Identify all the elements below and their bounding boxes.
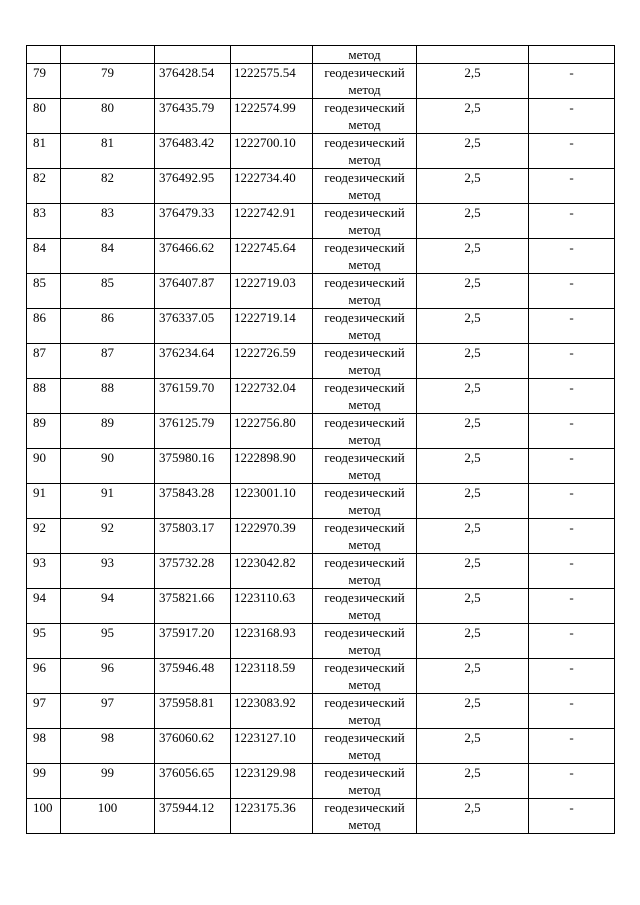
cell-point-name: 84 (61, 239, 155, 274)
continuation-row (27, 46, 615, 64)
cell-accuracy: 2,5 (417, 519, 529, 554)
method-line-2: метод (348, 117, 381, 132)
cell-method (313, 729, 417, 764)
method-line-1: геодезический (324, 520, 405, 535)
method-line-1: геодезический (324, 100, 405, 115)
cell-coord-x: 376125.79 (155, 414, 231, 449)
cell-empty (27, 46, 61, 64)
method-line-2: метод (348, 257, 381, 272)
cell-accuracy: 2,5 (417, 204, 529, 239)
cell-method (313, 169, 417, 204)
table-row (27, 484, 615, 519)
cell-row-number: 81 (27, 134, 61, 169)
cell-method (313, 414, 417, 449)
cell-point-name: 92 (61, 519, 155, 554)
cell-coord-x: 376056.65 (155, 764, 231, 799)
cell-method (313, 449, 417, 484)
cell-row-number: 79 (27, 64, 61, 99)
cell-accuracy: 2,5 (417, 799, 529, 834)
cell-description: - (529, 379, 615, 414)
table-row (27, 624, 615, 659)
method-line-1: геодезический (324, 660, 405, 675)
cell-description: - (529, 64, 615, 99)
method-line-1: геодезический (324, 625, 405, 640)
cell-point-name: 95 (61, 624, 155, 659)
cell-method (313, 64, 417, 99)
cell-description: - (529, 694, 615, 729)
cell-description: - (529, 449, 615, 484)
cell-method (313, 309, 417, 344)
cell-accuracy: 2,5 (417, 624, 529, 659)
cell-coord-y: 1222756.80 (231, 414, 313, 449)
method-line-2: метод (348, 607, 381, 622)
cell-row-number: 93 (27, 554, 61, 589)
cell-method (313, 379, 417, 414)
table-row (27, 134, 615, 169)
cell-coord-x: 375803.17 (155, 519, 231, 554)
cell-coord-y: 1223118.59 (231, 659, 313, 694)
table-row (27, 414, 615, 449)
cell-coord-x: 376466.62 (155, 239, 231, 274)
cell-accuracy: 2,5 (417, 239, 529, 274)
cell-point-name: 98 (61, 729, 155, 764)
cell-row-number: 88 (27, 379, 61, 414)
cell-point-name: 82 (61, 169, 155, 204)
cell-accuracy: 2,5 (417, 414, 529, 449)
table-row (27, 589, 615, 624)
cell-coord-y: 1222970.39 (231, 519, 313, 554)
cell-description: - (529, 659, 615, 694)
cell-coord-y: 1222700.10 (231, 134, 313, 169)
table-row (27, 169, 615, 204)
cell-coord-x: 376428.54 (155, 64, 231, 99)
cell-row-number: 94 (27, 589, 61, 624)
cell-coord-x: 376234.64 (155, 344, 231, 379)
cell-method (313, 344, 417, 379)
method-line-2: метод (348, 642, 381, 657)
method-line-1: геодезический (324, 765, 405, 780)
method-line-1: геодезический (324, 485, 405, 500)
cell-empty (417, 46, 529, 64)
cell-method (313, 134, 417, 169)
cell-accuracy: 2,5 (417, 274, 529, 309)
table-row (27, 519, 615, 554)
cell-coord-x: 375843.28 (155, 484, 231, 519)
cell-row-number: 100 (27, 799, 61, 834)
cell-point-name: 90 (61, 449, 155, 484)
cell-method (313, 274, 417, 309)
method-line-1: геодезический (324, 695, 405, 710)
table-row (27, 379, 615, 414)
method-line-2: метод (348, 222, 381, 237)
table-row (27, 239, 615, 274)
method-line-1: геодезический (324, 135, 405, 150)
method-line-1: геодезический (324, 205, 405, 220)
method-line-2: метод (348, 747, 381, 762)
method-line-2: метод (348, 677, 381, 692)
cell-accuracy: 2,5 (417, 764, 529, 799)
method-line-1: геодезический (324, 240, 405, 255)
method-line-1: геодезический (324, 590, 405, 605)
cell-row-number: 92 (27, 519, 61, 554)
method-line-2: метод (348, 782, 381, 797)
cell-accuracy: 2,5 (417, 729, 529, 764)
cell-method-continuation: метод (313, 46, 417, 64)
cell-point-name: 91 (61, 484, 155, 519)
cell-point-name: 86 (61, 309, 155, 344)
cell-description: - (529, 274, 615, 309)
table-row (27, 799, 615, 834)
cell-coord-y: 1223168.93 (231, 624, 313, 659)
table-row (27, 554, 615, 589)
cell-coord-y: 1223042.82 (231, 554, 313, 589)
cell-description: - (529, 729, 615, 764)
cell-row-number: 80 (27, 99, 61, 134)
cell-description: - (529, 554, 615, 589)
method-line-2: метод (348, 502, 381, 517)
cell-description: - (529, 414, 615, 449)
cell-coord-y: 1222898.90 (231, 449, 313, 484)
cell-row-number: 86 (27, 309, 61, 344)
method-line-1: геодезический (324, 800, 405, 815)
cell-accuracy: 2,5 (417, 554, 529, 589)
cell-method (313, 589, 417, 624)
method-line-2: метод (348, 187, 381, 202)
method-line-1: геодезический (324, 345, 405, 360)
method-line-2: метод (348, 362, 381, 377)
cell-coord-y: 1222719.14 (231, 309, 313, 344)
cell-method (313, 519, 417, 554)
cell-coord-x: 376060.62 (155, 729, 231, 764)
method-line-2: метод (348, 397, 381, 412)
cell-description: - (529, 799, 615, 834)
cell-accuracy: 2,5 (417, 309, 529, 344)
cell-coord-x: 376479.33 (155, 204, 231, 239)
cell-point-name: 96 (61, 659, 155, 694)
cell-empty (231, 46, 313, 64)
cell-method (313, 484, 417, 519)
cell-method (313, 764, 417, 799)
cell-empty (61, 46, 155, 64)
cell-point-name: 94 (61, 589, 155, 624)
table-row (27, 64, 615, 99)
method-line-1: геодезический (324, 450, 405, 465)
cell-point-name: 89 (61, 414, 155, 449)
cell-method (313, 624, 417, 659)
table-row (27, 309, 615, 344)
method-line-1: геодезический (324, 415, 405, 430)
cell-point-name: 97 (61, 694, 155, 729)
method-line-2: метод (348, 572, 381, 587)
cell-method (313, 239, 417, 274)
cell-row-number: 91 (27, 484, 61, 519)
cell-coord-x: 375944.12 (155, 799, 231, 834)
cell-coord-y: 1222734.40 (231, 169, 313, 204)
cell-description: - (529, 484, 615, 519)
cell-point-name: 79 (61, 64, 155, 99)
cell-row-number: 82 (27, 169, 61, 204)
table-row (27, 764, 615, 799)
method-line-2: метод (348, 82, 381, 97)
cell-row-number: 87 (27, 344, 61, 379)
method-line-1: геодезический (324, 555, 405, 570)
table-row (27, 449, 615, 484)
cell-coord-y: 1222726.59 (231, 344, 313, 379)
method-line-2: метод (348, 292, 381, 307)
table-row (27, 729, 615, 764)
cell-method (313, 659, 417, 694)
cell-accuracy: 2,5 (417, 484, 529, 519)
cell-coord-x: 375821.66 (155, 589, 231, 624)
method-line-1: геодезический (324, 310, 405, 325)
cell-coord-x: 376159.70 (155, 379, 231, 414)
cell-method (313, 799, 417, 834)
cell-point-name: 83 (61, 204, 155, 239)
cell-description: - (529, 589, 615, 624)
cell-empty (529, 46, 615, 64)
method-line-2: метод (348, 712, 381, 727)
method-line-1: геодезический (324, 380, 405, 395)
cell-point-name: 100 (61, 799, 155, 834)
cell-accuracy: 2,5 (417, 134, 529, 169)
cell-empty (155, 46, 231, 64)
cell-coord-x: 375917.20 (155, 624, 231, 659)
cell-row-number: 97 (27, 694, 61, 729)
cell-coord-x: 376435.79 (155, 99, 231, 134)
cell-description: - (529, 519, 615, 554)
cell-accuracy: 2,5 (417, 659, 529, 694)
table-row (27, 274, 615, 309)
cell-coord-x: 375958.81 (155, 694, 231, 729)
cell-accuracy: 2,5 (417, 99, 529, 134)
cell-method (313, 694, 417, 729)
cell-description: - (529, 204, 615, 239)
cell-point-name: 87 (61, 344, 155, 379)
cell-accuracy: 2,5 (417, 344, 529, 379)
cell-point-name: 85 (61, 274, 155, 309)
cell-coord-y: 1223129.98 (231, 764, 313, 799)
method-line-1: геодезический (324, 275, 405, 290)
method-line-2: метод (348, 537, 381, 552)
cell-method (313, 204, 417, 239)
cell-row-number: 98 (27, 729, 61, 764)
cell-coord-y: 1223001.10 (231, 484, 313, 519)
table-row (27, 694, 615, 729)
cell-accuracy: 2,5 (417, 449, 529, 484)
cell-coord-x: 376483.42 (155, 134, 231, 169)
coordinates-table (26, 45, 615, 834)
cell-method (313, 99, 417, 134)
cell-accuracy: 2,5 (417, 379, 529, 414)
cell-coord-x: 375946.48 (155, 659, 231, 694)
cell-row-number: 90 (27, 449, 61, 484)
cell-row-number: 83 (27, 204, 61, 239)
table-row (27, 659, 615, 694)
cell-point-name: 81 (61, 134, 155, 169)
cell-coord-y: 1223110.63 (231, 589, 313, 624)
method-line-1: геодезический (324, 170, 405, 185)
cell-row-number: 99 (27, 764, 61, 799)
cell-point-name: 88 (61, 379, 155, 414)
method-line-2: метод (348, 817, 381, 832)
cell-coord-x: 376492.95 (155, 169, 231, 204)
cell-method (313, 554, 417, 589)
cell-row-number: 96 (27, 659, 61, 694)
cell-accuracy: 2,5 (417, 694, 529, 729)
method-line-2: метод (348, 327, 381, 342)
cell-description: - (529, 624, 615, 659)
cell-coord-y: 1223175.36 (231, 799, 313, 834)
cell-accuracy: 2,5 (417, 589, 529, 624)
cell-coord-y: 1222575.54 (231, 64, 313, 99)
cell-description: - (529, 309, 615, 344)
cell-row-number: 85 (27, 274, 61, 309)
table-row (27, 99, 615, 134)
cell-row-number: 95 (27, 624, 61, 659)
cell-coord-x: 376337.05 (155, 309, 231, 344)
method-line-2: метод (348, 152, 381, 167)
method-line-1: геодезический (324, 65, 405, 80)
cell-accuracy: 2,5 (417, 169, 529, 204)
cell-description: - (529, 134, 615, 169)
cell-accuracy: 2,5 (417, 64, 529, 99)
cell-row-number: 89 (27, 414, 61, 449)
cell-coord-y: 1222732.04 (231, 379, 313, 414)
cell-description: - (529, 344, 615, 379)
document-page (26, 45, 614, 834)
table-row (27, 344, 615, 379)
cell-coord-y: 1223083.92 (231, 694, 313, 729)
cell-coord-x: 375732.28 (155, 554, 231, 589)
method-line-2: метод (348, 432, 381, 447)
cell-row-number: 84 (27, 239, 61, 274)
cell-description: - (529, 169, 615, 204)
cell-point-name: 93 (61, 554, 155, 589)
cell-coord-y: 1223127.10 (231, 729, 313, 764)
cell-coord-x: 376407.87 (155, 274, 231, 309)
cell-description: - (529, 239, 615, 274)
cell-description: - (529, 99, 615, 134)
method-line-2: метод (348, 467, 381, 482)
cell-coord-y: 1222745.64 (231, 239, 313, 274)
method-line-1: геодезический (324, 730, 405, 745)
cell-coord-y: 1222719.03 (231, 274, 313, 309)
cell-point-name: 80 (61, 99, 155, 134)
cell-coord-y: 1222574.99 (231, 99, 313, 134)
table-row (27, 204, 615, 239)
cell-coord-x: 375980.16 (155, 449, 231, 484)
cell-description: - (529, 764, 615, 799)
cell-point-name: 99 (61, 764, 155, 799)
cell-coord-y: 1222742.91 (231, 204, 313, 239)
